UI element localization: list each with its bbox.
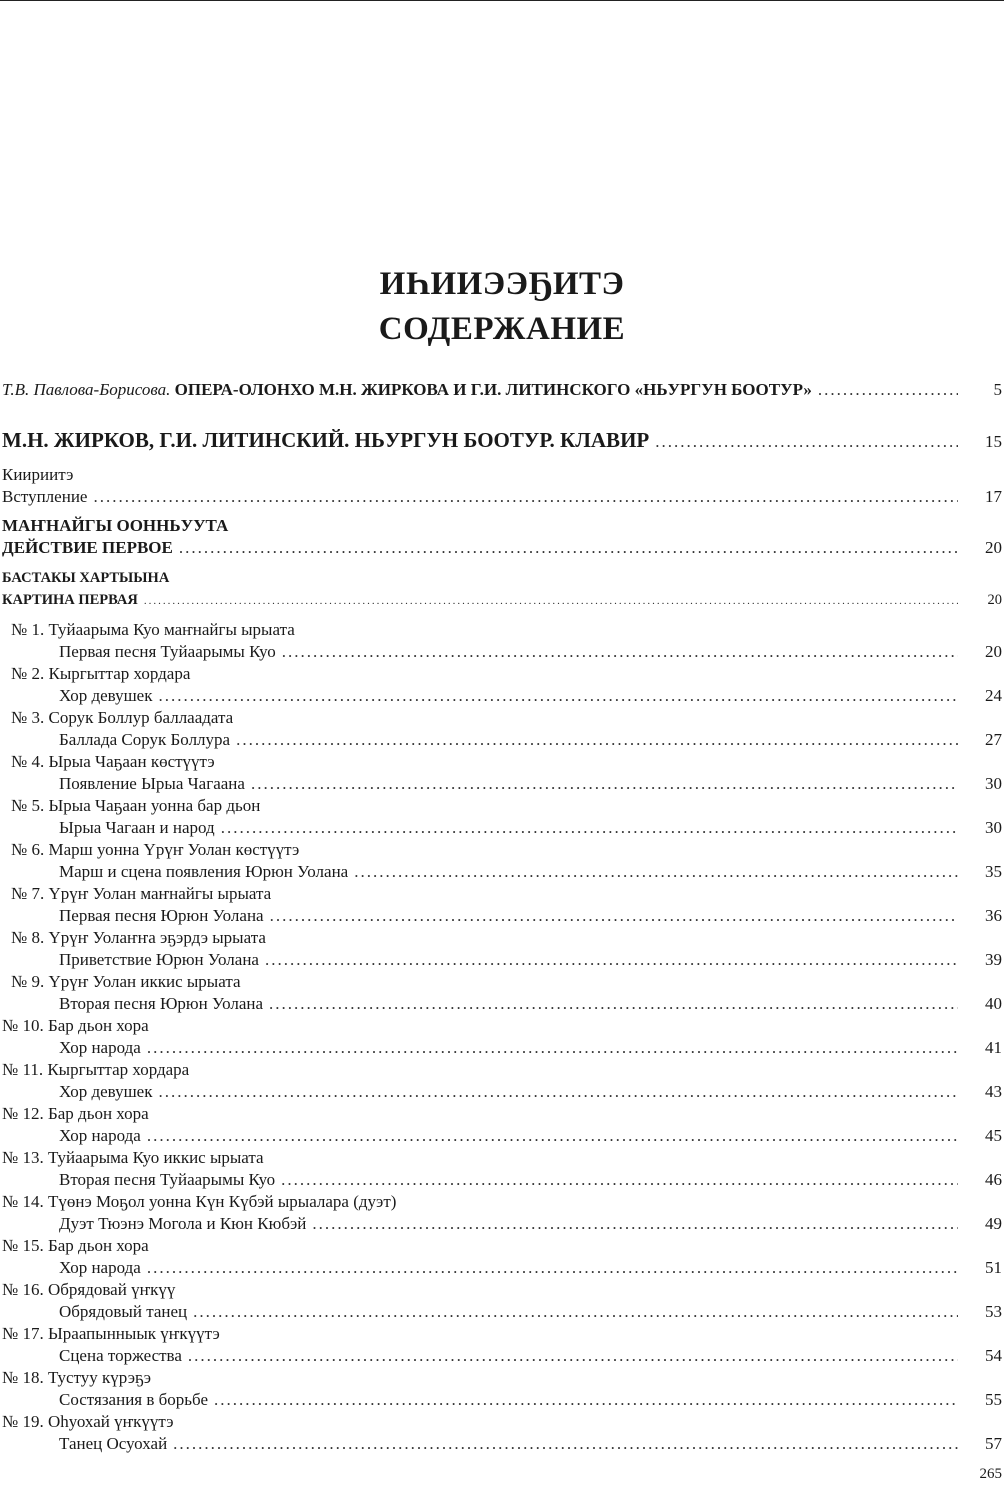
- item-number: № 11.: [2, 1060, 44, 1079]
- item-sakha-title: Үрүҥ Уолаҥҥа эҕэрдэ ырыата: [48, 928, 266, 947]
- item-number: № 12.: [2, 1104, 44, 1123]
- item-russian-title: Хор девушек: [59, 1082, 153, 1101]
- toc-entry-vstuplenie[interactable]: [2, 487, 1004, 507]
- dot-leader: [144, 595, 958, 607]
- item-russian-title: Дуэт Тюэнэ Могола и Кюн Кюбэй: [59, 1214, 307, 1233]
- item-sakha-title: Марш уонна Үрүҥ Уолан көстүүтэ: [48, 840, 300, 859]
- page-ref: 57: [985, 1434, 1002, 1453]
- item-number: № 19.: [2, 1412, 44, 1431]
- item-russian-title: Хор народа: [59, 1126, 141, 1145]
- toc-entry-item[interactable]: [59, 686, 1004, 706]
- top-rule: [0, 0, 1004, 1]
- dot-leader: [312, 1214, 958, 1234]
- dot-leader: [655, 432, 958, 452]
- item-heading-sakha: [11, 972, 241, 992]
- page-ref: 20: [987, 592, 1002, 608]
- dot-leader: [265, 950, 958, 970]
- item-number: № 18.: [2, 1368, 44, 1387]
- item-russian-title: Обрядовый танец: [59, 1302, 188, 1321]
- dot-leader: [269, 994, 958, 1014]
- item-sakha-title: Бар дьон хора: [47, 1104, 149, 1123]
- item-heading-sakha: [2, 1016, 149, 1036]
- dot-leader: [214, 1390, 958, 1410]
- page-number: 265: [979, 1466, 1002, 1482]
- item-russian-title: Марш и сцена появления Юрюн Уолана: [59, 862, 349, 881]
- item-sakha-title: Кыргыттар хордара: [47, 1060, 190, 1079]
- page-ref: 45: [985, 1126, 1002, 1145]
- page-ref: 55: [985, 1390, 1002, 1409]
- dot-leader: [270, 906, 958, 926]
- scene-sakha: БАСТАКЫ ХАРТЫЫНА: [2, 570, 170, 586]
- item-heading-sakha: [2, 1192, 396, 1212]
- item-sakha-title: Үрүҥ Уолан маҥнайгы ырыата: [48, 884, 272, 903]
- page-ref: 35: [985, 862, 1002, 881]
- item-number: № 6.: [11, 840, 45, 859]
- toc-entry-item[interactable]: [59, 818, 1004, 838]
- item-number: № 9.: [11, 972, 45, 991]
- page-ref: 15: [985, 432, 1002, 451]
- item-russian-title: Сцена торжества: [59, 1346, 182, 1365]
- item-sakha-title: Бар дьон хора: [47, 1016, 149, 1035]
- dot-leader: [93, 487, 958, 507]
- intro-russian: Вступление: [2, 487, 88, 506]
- dot-leader: [281, 1170, 958, 1190]
- page-ref: 27: [985, 730, 1002, 749]
- dot-leader: [818, 380, 958, 400]
- item-number: № 4.: [11, 752, 45, 771]
- item-sakha-title: Ырыа Чаҕаан уонна бар дьон: [48, 796, 261, 815]
- toc-entry-scene-one[interactable]: [2, 592, 1004, 609]
- item-sakha-title: Ырыа Чаҕаан көстүүтэ: [48, 752, 215, 771]
- page-ref: 17: [985, 487, 1002, 506]
- toc-entry-item[interactable]: [59, 1170, 1004, 1190]
- item-sakha-title: Бар дьон хора: [47, 1236, 149, 1255]
- toc-entry-item[interactable]: [59, 950, 1004, 970]
- item-heading-sakha: [11, 708, 233, 728]
- toc-entry-intro-article[interactable]: [2, 380, 1004, 400]
- page-ref: 20: [985, 538, 1002, 557]
- item-russian-title: Состязания в борьбе: [59, 1390, 209, 1409]
- dot-leader: [147, 1258, 958, 1278]
- toc-entry-item[interactable]: [59, 1214, 1004, 1234]
- item-sakha-title: Туйаарыма Куо маҥнайгы ырыата: [48, 620, 295, 639]
- item-heading-sakha: [2, 1060, 189, 1080]
- page-ref: 40: [985, 994, 1002, 1013]
- item-heading-sakha: [2, 1148, 264, 1168]
- item-sakha-title: Обрядовай үҥкүү: [47, 1280, 176, 1299]
- item-russian-title: Первая песня Юрюн Уолана: [59, 906, 264, 925]
- toc-entry-item[interactable]: [59, 906, 1004, 926]
- dot-leader: [193, 1302, 958, 1322]
- item-heading-sakha: [2, 1368, 151, 1388]
- dot-leader: [147, 1038, 958, 1058]
- dot-leader: [282, 642, 958, 662]
- item-heading-sakha: [11, 796, 260, 816]
- item-heading-sakha: [2, 1236, 149, 1256]
- page-ref: 24: [985, 686, 1002, 705]
- page-ref: 51: [985, 1258, 1002, 1277]
- toc-entry-klavir[interactable]: [2, 428, 1004, 453]
- item-russian-title: Появление Ырыа Чагаана: [59, 774, 245, 793]
- item-number: № 14.: [2, 1192, 44, 1211]
- item-russian-title: Приветствие Юрюн Уолана: [59, 950, 259, 969]
- article-author: Т.В. Павлова-Борисова.: [2, 380, 171, 399]
- act-sakha: МАҤНАЙГЫ ООННЬУУТА: [2, 516, 229, 535]
- title-sakha: ИҺИИЭЭҔИТЭ: [379, 266, 625, 302]
- item-russian-title: Вторая песня Туйаарымы Куо: [59, 1170, 276, 1189]
- page-ref: 39: [985, 950, 1002, 969]
- toc-entry-item[interactable]: [59, 1434, 1004, 1454]
- item-russian-title: Хор народа: [59, 1258, 141, 1277]
- item-number: № 16.: [2, 1280, 44, 1299]
- page-ref: 54: [985, 1346, 1002, 1365]
- item-heading-sakha: [11, 884, 271, 904]
- toc-entry-item[interactable]: [59, 774, 1004, 794]
- article-title: ОПЕРА-ОЛОНХО М.Н. ЖИРКОВА И Г.И. ЛИТИНСКОГО «НЬУРГУН БООТУР»: [174, 380, 812, 399]
- toc-entry-item[interactable]: [59, 1126, 1004, 1146]
- item-sakha-title: Түөнэ Моҕол уонна Күн Күбэй ырыалара (дуэт): [47, 1192, 397, 1211]
- title-russian: СОДЕРЖАНИЕ: [378, 311, 626, 347]
- dot-leader: [251, 774, 958, 794]
- item-heading-sakha: [2, 1104, 149, 1124]
- item-number: № 15.: [2, 1236, 44, 1255]
- toc-entry-item[interactable]: [59, 862, 1004, 882]
- page-ref: 5: [993, 380, 1002, 399]
- toc-entry-item[interactable]: [59, 1258, 1004, 1278]
- dot-leader: [221, 818, 958, 838]
- item-number: № 2.: [11, 664, 45, 683]
- page-ref: 30: [985, 818, 1002, 837]
- intro-sakha: Киириитэ: [2, 465, 74, 484]
- item-russian-title: Баллада Сорук Боллура: [59, 730, 231, 749]
- toc-entry-act-one[interactable]: [2, 538, 1004, 558]
- page-ref: 43: [985, 1082, 1002, 1101]
- dot-leader: [236, 730, 958, 750]
- page-ref: 20: [985, 642, 1002, 661]
- dot-leader: [179, 538, 958, 558]
- item-heading-sakha: [2, 1412, 174, 1432]
- item-russian-title: Первая песня Туйаарымы Куо: [59, 642, 276, 661]
- toc-entry-item[interactable]: [59, 730, 1004, 750]
- act-russian: ДЕЙСТВИЕ ПЕРВОЕ: [2, 538, 173, 557]
- item-number: № 5.: [11, 796, 45, 815]
- item-sakha-title: Кыргыттар хордара: [48, 664, 191, 683]
- item-number: № 13.: [2, 1148, 44, 1167]
- dot-leader: [159, 1082, 959, 1102]
- page-ref: 49: [985, 1214, 1002, 1233]
- item-number: № 1.: [11, 620, 45, 639]
- toc-entry-item[interactable]: [59, 1082, 1004, 1102]
- item-russian-title: Хор народа: [59, 1038, 141, 1057]
- page-ref: 41: [985, 1038, 1002, 1057]
- item-heading-sakha: [2, 1324, 220, 1344]
- dot-leader: [173, 1434, 958, 1454]
- item-sakha-title: Сорук Боллур баллаадата: [48, 708, 234, 727]
- item-number: № 8.: [11, 928, 45, 947]
- item-heading-sakha: [11, 928, 266, 948]
- klavir-title: М.Н. ЖИРКОВ, Г.И. ЛИТИНСКИЙ. НЬУРГУН БООТУР. КЛАВИР: [2, 428, 650, 452]
- toc-entry-item[interactable]: [59, 1302, 1004, 1322]
- item-russian-title: Ырыа Чагаан и народ: [59, 818, 215, 837]
- item-heading-sakha: [11, 664, 190, 684]
- toc-entry-item[interactable]: [59, 1038, 1004, 1058]
- item-sakha-title: Оhуохай үҥкүүтэ: [47, 1412, 174, 1431]
- item-sakha-title: Ыраапынныык үҥкүүтэ: [47, 1324, 220, 1343]
- dot-leader: [147, 1126, 958, 1146]
- page-ref: 53: [985, 1302, 1002, 1321]
- item-heading-sakha: [11, 620, 295, 640]
- item-heading-sakha: [11, 840, 299, 860]
- item-heading-sakha: [11, 752, 215, 772]
- item-number: № 7.: [11, 884, 45, 903]
- dot-leader: [159, 686, 959, 706]
- toc-entry-item[interactable]: [59, 1346, 1004, 1366]
- toc-entry-item[interactable]: [59, 1390, 1004, 1410]
- dot-leader: [354, 862, 958, 882]
- toc-entry-item[interactable]: [59, 642, 1004, 662]
- item-number: № 17.: [2, 1324, 44, 1343]
- scene-russian: КАРТИНА ПЕРВАЯ: [2, 592, 138, 608]
- item-sakha-title: Туйаарыма Куо иккис ырыата: [47, 1148, 264, 1167]
- page-ref: 46: [985, 1170, 1002, 1189]
- item-russian-title: Танец Осуохай: [59, 1434, 168, 1453]
- item-sakha-title: Үрүҥ Уолан иккис ырыата: [48, 972, 241, 991]
- toc-entry-item[interactable]: [59, 994, 1004, 1014]
- dot-leader: [188, 1346, 958, 1366]
- item-heading-sakha: [2, 1280, 175, 1300]
- item-sakha-title: Тустуу күрэҕэ: [47, 1368, 152, 1387]
- item-russian-title: Хор девушек: [59, 686, 153, 705]
- page-ref: 36: [985, 906, 1002, 925]
- item-russian-title: Вторая песня Юрюн Уолана: [59, 994, 264, 1013]
- item-number: № 10.: [2, 1016, 44, 1035]
- page-ref: 30: [985, 774, 1002, 793]
- item-number: № 3.: [11, 708, 45, 727]
